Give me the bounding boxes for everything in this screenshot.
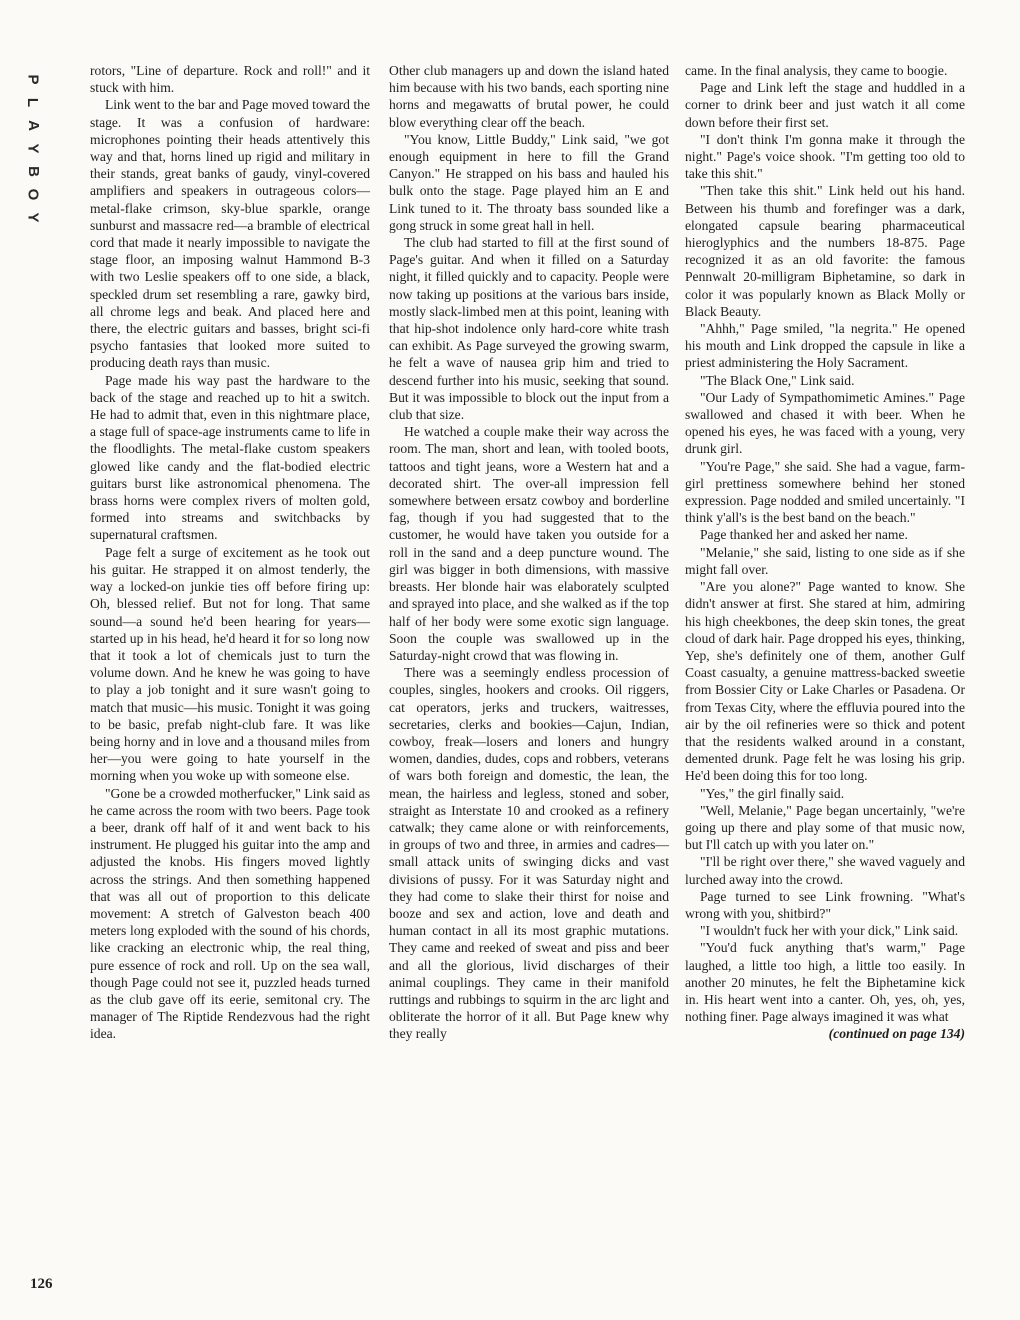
paragraph: "I wouldn't fuck her with your dick," Link said. <box>699 923 959 939</box>
paragraph: (continued on page 134) <box>828 1026 965 1042</box>
paragraph: "Then take this shit." Link held out his hand. Between his thumb and forefinger was a dark, elongated capsule bearing pharmaceutical hieroglyphics and the numbers 18-875. Page recognized it as an old favorite: the famous Pennwalt 20-milligram Biphetamine, so dark in color it was popularly known as Black Molly or Black Beauty. <box>685 183 965 319</box>
page-number: 126 <box>30 1276 53 1292</box>
masthead-letter: Y <box>24 212 42 223</box>
paragraph: "Our Lady of Sympathomimetic Amines." Page swallowed and chased it with beer. When he opened his eyes, he was faced with a young, very drunk girl. <box>685 389 965 457</box>
paragraph: Page turned to see Link frowning. "What's wrong with you, shitbird?" <box>685 888 965 921</box>
paragraph: Page felt a surge of excitement as he took out his guitar. He strapped it on almost tenderly, the way a locked-on junkie ties off before firing up: Oh, blessed relief. But not for long. That same sound—a sound he'd been hearing for years—started up in his head, he'd heard it for so long now that it took a lot of chemicals just to turn the volume down. And he knew he was going to have to play a job tonight and it sure wasn't going to match that music—his music. Tonight it was going to be basic, prefab night-club fare. It was like being horny and in love and a thousand miles from her—you were going to hate yourself in the morning when you woke up with someone else. <box>90 544 370 784</box>
paragraph: Page and Link left the stage and huddled in a corner to drink beer and just watch it all come down before their first set. <box>685 80 965 130</box>
paragraph: "Yes," the girl finally said. <box>699 785 845 801</box>
paragraph: "I don't think I'm gonna make it through the night." Page's voice shook. "I'm getting too old to take this shit." <box>685 131 965 182</box>
paragraph: Other club managers up and down the island hated him because with his two bands, each sporting nine horns and megawatts of brutal power, he could blow everything clear off the beach. <box>389 63 669 130</box>
text-column-2 <box>389 62 669 1043</box>
paragraph: The club had started to fill at the first sound of Page's guitar. And when it filled on a Saturday night, it filled quickly and to capacity. People were now taking up positions at the various bars inside, mostly slack-limbed men at this point, leaning with that hip-shot indolence only hard-core white trash can exhibit. As Page surveyed the growing swarm, he felt a wave of nausea grip him and tried to descend further into his music, seeking that sound. But it was impossible to block out the input from a club that size. <box>389 235 669 423</box>
paragraph: "Gone be a crowded motherfucker," Link said as he came across the room with two beers. Page took a beer, drank off half of it and went back to his instrument. He plugged his guitar into the amp and adjusted the knobs. His fingers moved lightly across the strings. And then something happened that was all out of proportion to this delicate movement: A stretch of Galveston beach 400 meters long exploded with the sound of his chords, like cracking an electronic whip, the real thing, pure essence of rock and roll. Up on the sea wall, though Page could not see it, puzzled heads turned as the club gave off its eerie, semitonal cry. The manager of The Riptide Rendezvous had the right idea. <box>90 785 370 1042</box>
paragraph: Page made his way past the hardware to the back of the stage and reached up to hit a switch. He had to admit that, even in this nightmare place, a stage full of space-age instruments came to life in the floodlights. The metal-flake custom speakers glowed like candy and the flat-bodied electric guitars burst like astronomical phenomena. The brass horns were complex rivers of molten gold, formed into streams and switchbacks by supernatural craftsmen. <box>90 372 370 543</box>
paragraph: He watched a couple make their way across the room. The man, short and lean, with tooled boots, tattoos and tight jeans, wore a Western hat and a decorated shirt. The over-all impression fell somewhere between ersatz cowboy and borderline fag, though if you had suggested that to the customer, he would have taken you outside for a roll in the sand and a deep puncture wound. The girl was bigger in both dimensions, with massive breasts. Her blonde hair was elaborately sculpted and sprayed into place, and she walked as if the top half of her body were some exotic sign language. Soon the couple was swallowed up in the Saturday-night crowd that was flowing in. <box>389 424 669 663</box>
paragraph: Page thanked her and asked her name. <box>699 527 908 543</box>
paragraph: "The Black One," Link said. <box>699 372 855 388</box>
paragraph: There was a seemingly endless procession of couples, singles, hookers and crooks. Oil riggers, cat operators, jerks and truckers, waitresses, secretaries, clerks and bookies—Cajun, Indian, cowboy, freak—losers and loners and hungry women, dandies, dudes, cops and robbers, veterans of wars both foreign and domestic, the lean, the mean, the hairless and legless, stoned and sober, straight as Interstate 10 and crooked as a refinery catwalk; they came alone or with reinforcements, in groups of two and three, in armies and cadres—small attack units of swinging dicks and vast divisions of pussy. For it was Saturday night and they had come to slake their thirst for noise and booze and sex and action, love and death and human contact in all its most graphic mutations. They came and reeked of sweat and piss and beer and all the glorious, livid discharges of their animal couplings. They came in their manifold ruttings and rubbings to squirm in the arc light and obliterate the horror of it all. But Page knew why they really <box>389 665 669 1042</box>
text-column-3 <box>685 62 965 1043</box>
paragraph: "Well, Melanie," Page began uncertainly, "we're going up there and play some of that music now, but I'll catch up with you later on." <box>685 802 965 853</box>
paragraph: came. In the final analysis, they came to boogie. <box>685 63 948 78</box>
magazine-masthead <box>22 68 44 229</box>
paragraph: "Melanie," she said, listing to one side as if she might fall over. <box>685 544 965 577</box>
paragraph: rotors, "Line of departure. Rock and roll!" and it stuck with him. <box>90 63 370 96</box>
paragraph: "You know, Little Buddy," Link said, "we got enough equipment in here to fill the Grand Canyon." He strapped on his bass and hauled his bulk onto the stage. Page played him an E and Link tuned to it. The throaty bass sounded like a gong struck in some great hall in hell. <box>389 131 669 233</box>
masthead-letter: P <box>24 74 42 85</box>
paragraph: "Ahhh," Page smiled, "la negrita." He opened his mouth and Link dropped the capsule in like a priest administering the Holy Sacrament. <box>685 321 965 371</box>
masthead-letter: Y <box>24 143 42 154</box>
paragraph: "You're Page," she said. She had a vague, farm-girl prettiness somewhere behind her stoned expression. Page nodded and smiled uncertainly. "I think y'all's is the best band on the beach." <box>685 458 965 526</box>
paragraph: Link went to the bar and Page moved toward the stage. It was a confusion of hardware: microphones pointing their heads attentively this way and that, horns lined up rigid and military in their stands, great banks of gaudy, vinyl-covered amplifiers and speakers in outrageous colors—metal-flake crimson, sky-blue sparkle, orange sunburst and massacre red—a bramble of electrical cord that made it nearly impossible to navigate the stage floor, an imposing walnut Hammond B-3 with two Leslie speakers off to one side, a black, speckled drum set resembling a rare, gawky bird, all chrome legs and beak. And placed here and there, the electric guitars and basses, bright sci-fi psycho fantasies that looked more suited to producing death rays than music. <box>90 97 370 371</box>
masthead-letter: O <box>24 188 42 201</box>
paragraph: "I'll be right over there," she waved vaguely and lurched away into the crowd. <box>685 854 965 887</box>
masthead-letter: L <box>24 97 42 108</box>
masthead-letter: B <box>24 166 42 177</box>
text-column-1 <box>90 62 370 1043</box>
paragraph: "You'd fuck anything that's warm," Page laughed, a little too high, a little too easily. In another 20 minutes, he felt the Biphetamine kick in. His heart went into a canter. Oh, yes, oh, yes, nothing finer. Page always imagined it was what <box>685 940 965 1025</box>
masthead-letter: A <box>24 120 42 131</box>
paragraph: "Are you alone?" Page wanted to know. She didn't answer at first. She stared at him, admiring his high cheekbones, the deep skin tones, the great cloud of dark hair. Page dropped his eyes, thinking, Yep, she's definitely one of them, another Gulf Coast casualty, a genuine mattress-backed sweetie from Bossier City or Lake Charles or Pasadena. Or from Texas City, where the effluvia poured into the air by the oil refineries were so thick and potent that the residents walked around in a constant, demented drunk. Page felt he was losing his grip. He'd been doing this for too long. <box>685 579 965 784</box>
